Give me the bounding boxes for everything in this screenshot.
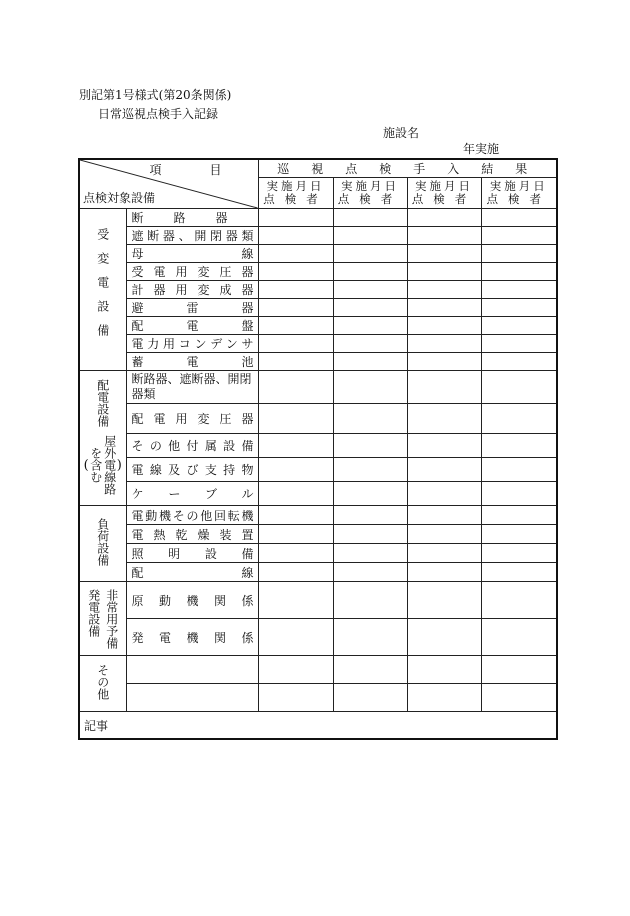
result-cell[interactable] (258, 684, 333, 712)
result-cell[interactable] (407, 227, 481, 245)
item-label: 受電用変圧器 (126, 263, 258, 281)
result-cell[interactable] (258, 582, 333, 619)
sub-header-date: 実施月日 (266, 179, 325, 193)
item-label: 電熱乾燥装置 (126, 525, 258, 544)
category-label: 受変電設備 (95, 228, 110, 348)
result-cell[interactable] (481, 404, 557, 434)
result-cell[interactable] (258, 263, 333, 281)
item-label: 遮断器、開閉器類 (126, 227, 258, 245)
result-cell[interactable] (333, 404, 407, 434)
result-cell[interactable] (481, 299, 557, 317)
sub-header-col3 (407, 178, 481, 209)
item-blank[interactable] (126, 656, 258, 684)
category-label-b: 発電設備 (86, 588, 101, 637)
result-cell[interactable] (481, 544, 557, 563)
result-cell[interactable] (407, 299, 481, 317)
result-cell[interactable] (258, 563, 333, 582)
result-cell[interactable] (333, 684, 407, 712)
result-cell[interactable] (258, 506, 333, 525)
sub-header-date: 実施月日 (341, 179, 399, 193)
result-cell[interactable] (258, 353, 333, 371)
result-cell[interactable] (407, 563, 481, 582)
result-cell[interactable] (258, 245, 333, 263)
category-label: 配電設備 (95, 379, 110, 427)
result-cell[interactable] (481, 506, 557, 525)
item-label: 断路器 (126, 209, 258, 227)
sub-header-col2 (333, 178, 407, 209)
category-label: その他 (95, 664, 110, 700)
inspection-record-table (78, 158, 558, 740)
item-blank[interactable] (126, 684, 258, 712)
result-cell[interactable] (407, 209, 481, 227)
result-cell[interactable] (407, 263, 481, 281)
item-label: 原動機関係 (126, 582, 258, 619)
item-label: 電線及び支持物 (126, 458, 258, 482)
result-cell[interactable] (407, 544, 481, 563)
category-emergency-generator (79, 582, 126, 656)
result-cell[interactable] (333, 317, 407, 335)
result-cell[interactable] (481, 209, 557, 227)
sub-header-inspector: 点検者 (486, 192, 551, 206)
result-cell[interactable] (258, 281, 333, 299)
result-cell[interactable] (407, 317, 481, 335)
item-label: 断路器、遮断器、開閉器類 (126, 371, 258, 404)
result-cell[interactable] (481, 482, 557, 506)
result-cell[interactable] (481, 263, 557, 281)
sub-header-inspector: 点検者 (337, 192, 403, 206)
item-label: 配電盤 (126, 317, 258, 335)
result-cell[interactable] (333, 619, 407, 656)
result-cell[interactable] (333, 353, 407, 371)
column-header-results: 巡視点検手入結果 (258, 159, 557, 178)
result-cell[interactable] (258, 371, 333, 404)
result-cell[interactable] (481, 582, 557, 619)
result-cell[interactable] (258, 458, 333, 482)
result-cell[interactable] (258, 404, 333, 434)
item-label: 発電機関係 (126, 619, 258, 656)
result-cell[interactable] (481, 245, 557, 263)
result-cell[interactable] (333, 281, 407, 299)
sub-header-date: 実施月日 (489, 179, 548, 193)
result-cell[interactable] (407, 371, 481, 404)
result-cell[interactable] (258, 544, 333, 563)
result-cell[interactable] (333, 245, 407, 263)
result-cell[interactable] (481, 563, 557, 582)
result-cell[interactable] (258, 209, 333, 227)
item-label: 避雷器 (126, 299, 258, 317)
result-cell[interactable] (481, 281, 557, 299)
result-cell[interactable] (407, 684, 481, 712)
facility-name-label: 施設名 (383, 126, 420, 140)
result-cell[interactable] (407, 335, 481, 353)
result-cell[interactable] (407, 245, 481, 263)
result-cell[interactable] (258, 317, 333, 335)
result-cell[interactable] (481, 684, 557, 712)
result-cell[interactable] (481, 656, 557, 684)
sub-header-inspector: 点検者 (263, 192, 328, 206)
result-cell[interactable] (333, 371, 407, 404)
result-cell[interactable] (407, 404, 481, 434)
document-title: 日常巡視点検手入記録 (98, 107, 219, 121)
result-cell[interactable] (481, 353, 557, 371)
result-cell[interactable] (407, 656, 481, 684)
year-implemented-label: 年実施 (463, 142, 500, 156)
result-cell[interactable] (481, 525, 557, 544)
remarks-row[interactable] (79, 712, 557, 740)
column-header-item: 項 目 (149, 163, 240, 177)
category-label-a: 非常用予備 (104, 588, 119, 649)
remarks-label: 記事 (84, 718, 109, 733)
category-load (79, 506, 126, 582)
result-cell[interactable] (258, 227, 333, 245)
result-cell[interactable] (333, 482, 407, 506)
sub-header-inspector: 点検者 (411, 192, 477, 206)
result-cell[interactable] (407, 619, 481, 656)
result-cell[interactable] (333, 209, 407, 227)
result-cell[interactable] (407, 525, 481, 544)
result-cell[interactable] (333, 656, 407, 684)
result-cell[interactable] (333, 263, 407, 281)
result-cell[interactable] (481, 371, 557, 404)
result-cell[interactable] (407, 281, 481, 299)
category-substation (79, 209, 126, 371)
result-cell[interactable] (333, 458, 407, 482)
category-distribution (79, 371, 126, 506)
item-label: 蓄電池 (126, 353, 258, 371)
item-label: 配線 (126, 563, 258, 582)
result-cell[interactable] (258, 619, 333, 656)
category-paren-note: ( 屋外電線路を含む ) (83, 435, 122, 495)
item-label: 配電用変圧器 (126, 404, 258, 434)
result-cell[interactable] (407, 482, 481, 506)
category-paren-label: 屋外電線路を含む (88, 435, 117, 495)
result-cell[interactable] (333, 299, 407, 317)
header-diagonal-cell (79, 159, 258, 209)
result-cell[interactable] (481, 434, 557, 458)
item-label: 電動機その他回転機 (126, 506, 258, 525)
result-cell[interactable] (333, 227, 407, 245)
item-label: 母線 (126, 245, 258, 263)
column-header-target: 点検対象設備 (83, 191, 156, 205)
result-cell[interactable] (258, 335, 333, 353)
item-label: その他付属設備 (126, 434, 258, 458)
result-cell[interactable] (333, 506, 407, 525)
sub-header-col1 (258, 178, 333, 209)
result-cell[interactable] (407, 506, 481, 525)
result-cell[interactable] (333, 582, 407, 619)
result-cell[interactable] (258, 482, 333, 506)
category-label: 負荷設備 (95, 518, 110, 566)
result-cell[interactable] (258, 656, 333, 684)
sub-header-date: 実施月日 (415, 179, 473, 193)
result-cell[interactable] (481, 317, 557, 335)
item-label: 計器用変成器 (126, 281, 258, 299)
result-cell[interactable] (333, 525, 407, 544)
result-cell[interactable] (481, 619, 557, 656)
category-other (79, 656, 126, 712)
result-cell[interactable] (407, 458, 481, 482)
item-label: 照明設備 (126, 544, 258, 563)
result-cell[interactable] (333, 544, 407, 563)
result-cell[interactable] (258, 525, 333, 544)
result-cell[interactable] (481, 458, 557, 482)
result-cell[interactable] (333, 563, 407, 582)
result-cell[interactable] (407, 582, 481, 619)
result-cell[interactable] (258, 434, 333, 458)
result-cell[interactable] (407, 434, 481, 458)
sub-header-col4 (481, 178, 557, 209)
result-cell[interactable] (407, 353, 481, 371)
result-cell[interactable] (258, 299, 333, 317)
result-cell[interactable] (481, 335, 557, 353)
result-cell[interactable] (333, 335, 407, 353)
form-reference: 別記第1号様式(第20条関係) (79, 88, 232, 102)
result-cell[interactable] (481, 227, 557, 245)
result-cell[interactable] (333, 434, 407, 458)
item-label: ケーブル (126, 482, 258, 506)
item-label: 電力用コンデンサ (126, 335, 258, 353)
